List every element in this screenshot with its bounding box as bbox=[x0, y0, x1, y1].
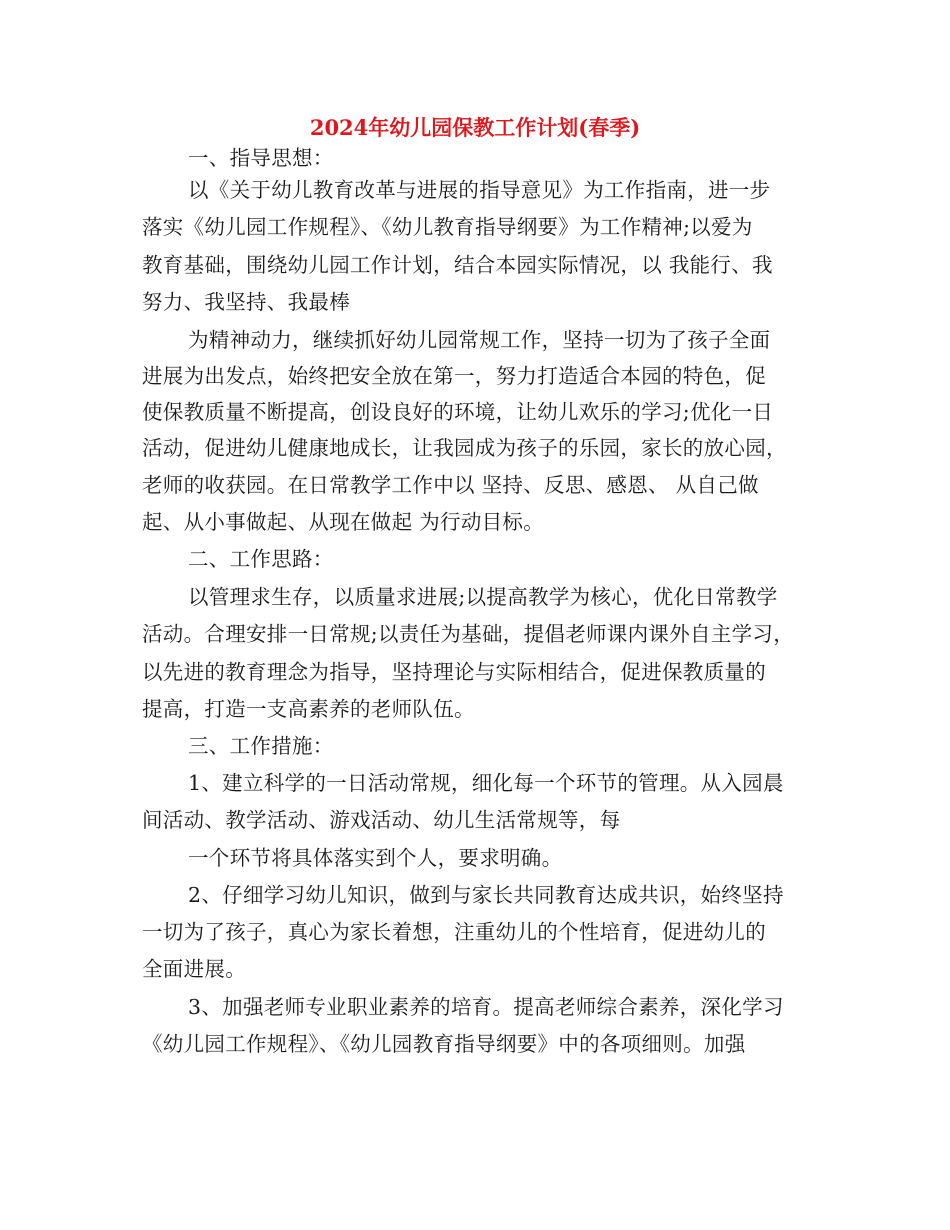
paragraph-line: 起、从小事做起、从现在做起 为行动目标。 bbox=[142, 510, 545, 534]
paragraph-line: 提高，打造一支高素养的老师队伍。 bbox=[142, 697, 475, 721]
paragraph-line: 活动。合理安排一日常规;以责任为基础，提倡老师课内课外自主学习， bbox=[142, 622, 795, 646]
paragraph-line: 一切为了孩子，真心为家长着想，注重幼儿的个性培育，促进幼儿的 bbox=[142, 920, 766, 944]
paragraph-line: 以管理求生存，以质量求进展;以提高教学为核心，优化日常教学 bbox=[188, 585, 778, 609]
paragraph-line: 进展为出发点，始终把安全放在第一，努力打造适合本园的特色，促 bbox=[142, 364, 766, 388]
section-heading-guiding-thought: 一、指导思想： bbox=[188, 146, 334, 170]
paragraph-line: 使保教质量不断提高，创设良好的环境，让幼儿欢乐的学习;优化一日 bbox=[142, 400, 774, 424]
paragraph-line: 全面进展。 bbox=[142, 957, 246, 981]
document-title: 2024年幼儿园保教工作计划(春季) bbox=[309, 115, 641, 140]
paragraph-line: 一个环节将具体落实到个人，要求明确。 bbox=[188, 846, 563, 870]
paragraph-line: 2、仔细学习幼儿知识，做到与家长共同教育达成共识，始终坚持 bbox=[188, 883, 784, 907]
paragraph-line: 教育基础，围绕幼儿园工作计划，结合本园实际情况，以 我能行、我 bbox=[142, 253, 773, 277]
paragraph-line: 努力、我坚持、我最棒 bbox=[142, 290, 350, 314]
section-heading-work-approach: 二、工作思路： bbox=[188, 547, 334, 571]
paragraph-line: 老师的收获园。在日常教学工作中以 坚持、反思、感恩、 从自己做 bbox=[142, 473, 759, 497]
paragraph-line: 活动，促进幼儿健康地成长，让我园成为孩子的乐园，家长的放心园， bbox=[142, 436, 787, 460]
paragraph-line: 以《关于幼儿教育改革与进展的指导意见》为工作指南，进一步 bbox=[188, 178, 771, 202]
paragraph-line: 3、加强老师专业职业素养的培育。提高老师综合素养，深化学习 bbox=[188, 995, 784, 1019]
paragraph-line: 间活动、教学活动、游戏活动、幼儿生活常规等，每 bbox=[142, 808, 621, 832]
paragraph-line: 1、建立科学的一日活动常规，细化每一个环节的管理。从入园晨 bbox=[188, 771, 784, 795]
paragraph-line: 《幼儿园工作规程》、《幼儿园教育指导纲要》中的各项细则。加强 bbox=[142, 1032, 746, 1056]
section-heading-work-measures: 三、工作措施： bbox=[188, 734, 334, 758]
paragraph-line: 落实《幼儿园工作规程》、《幼儿教育指导纲要》为工作精神;以爱为 bbox=[142, 215, 753, 239]
paragraph-line: 为精神动力，继续抓好幼儿园常规工作，坚持一切为了孩子全面 bbox=[188, 328, 771, 352]
paragraph-line: 以先进的教育理念为指导，坚持理论与实际相结合，促进保教质量的 bbox=[142, 660, 766, 684]
